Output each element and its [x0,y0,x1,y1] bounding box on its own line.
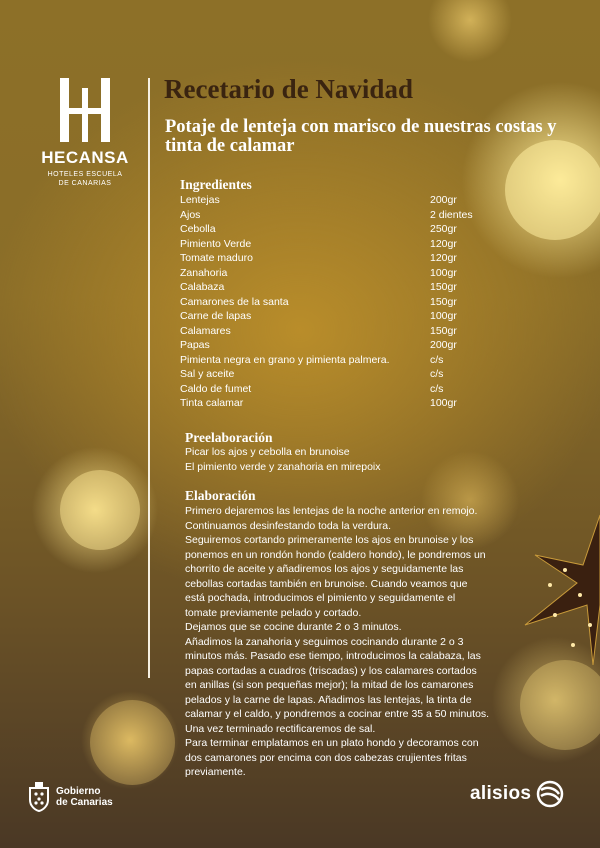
ingredient-row [180,193,480,208]
ingredient-row [180,324,480,339]
bokeh-light [90,700,175,785]
text-line: Continuamos desinfestando toda la verdura. [185,519,392,532]
ingredient-name: Lentejas [180,194,220,206]
ingredient-qty: 200gr [430,339,457,351]
ingredient-row [180,208,480,223]
text-line: Primero dejaremos las lentejas de la noche anterior en remojo. [185,505,478,517]
ingredient-row [180,280,480,295]
ingredient-name: Pimienta negra en grano y pimienta palmera. [180,353,390,366]
gobierno-line2: de Canarias [56,797,113,808]
alisios-swirl-icon [535,780,565,808]
elaboracion-heading: Elaboración [185,488,256,503]
ingredient-name: Tomate maduro [180,252,253,264]
recipe-title: Potaje de lenteja con marisco de nuestras costas y tinta de calamar [165,117,557,156]
ingredient-qty: c/s [430,353,444,366]
ingredient-row [180,222,480,237]
ingredient-row [180,382,480,397]
hecansa-h-icon [58,78,112,142]
ingredient-qty: 150gr [430,295,457,308]
text-line: minutos más. Pasado ese tiempo, introducimos la calabaza, las [185,650,481,662]
text-line: Dejamos que se cocine durante 2 o 3 minutos. [185,621,402,633]
ingredient-name: Calamares [180,324,231,337]
text-line: cebollas cortadas también en brunoise. Cuando veamos que [185,577,468,590]
text-line: calamar y el caldo, y pondremos a cocinar entre 35 a 50 minutos. [185,708,490,720]
text-line: tomate previamente pelado y cortado. [185,606,362,619]
ingredient-name: Calabaza [180,281,225,293]
text-line: Seguiremos cortando primeramente los ajos en brunoise y los [185,534,474,546]
ingredient-qty: 200gr [430,194,457,206]
preelaboracion-heading: Preelaboración [185,430,273,445]
gobierno-line1: Gobierno [56,786,101,797]
bokeh-light [60,470,140,550]
ingredient-qty: 2 dientes [430,208,473,221]
gobierno-canarias-logo [28,782,113,812]
text-line: papas cortadas a cuadros (triscadas) y los calamares cortados [185,664,477,677]
ingredient-row [180,367,480,382]
page-title: Recetario de Navidad [164,74,413,104]
ingredient-qty: 120gr [430,252,457,264]
ingredient-qty: 100gr [430,397,457,409]
ingredient-qty: 100gr [430,266,457,279]
text-line: en anillas (si son pequeñas mejor); la mitad de los camarones [185,679,474,691]
text-line: ponemos en un rondón hondo (caldero hondo), le pondremos un [185,548,486,561]
ingredient-name: Caldo de fumet [180,382,252,395]
star-ornament-icon [495,505,600,675]
ingredient-row [180,396,480,411]
preelaboracion-text [185,445,381,474]
ingredient-name: Cebolla [180,223,216,235]
text-line: está pochada, introducimos el pimiento y seguidamente el [185,592,456,604]
ingredient-row [180,338,480,353]
text-line: pelados y la carne de lapas. Añadimos las lentejas, la tinta de [185,693,472,706]
ingredient-name: Pimiento Verde [180,237,252,250]
ingredient-name: Ajos [180,208,201,221]
ingredient-qty: c/s [430,382,444,395]
ingredients-list [180,193,480,411]
brand-name: HECANSA [41,148,129,167]
ingredient-name: Sal y aceite [180,368,235,380]
coat-of-arms-icon [28,782,50,812]
text-line: Una vez terminado rectificaremos de sal. [185,722,376,735]
ingredient-name: Zanahoria [180,266,228,279]
text-line: Picar los ajos y cebolla en brunoise [185,446,350,458]
text-line: chorrito de aceite y añadiremos los ajos y seguidamente las [185,563,464,575]
text-line: Añadimos la zanahoria y seguimos cocinando durante 2 o 3 [185,635,464,648]
hecansa-logo [30,78,140,188]
ingredient-qty: 100gr [430,310,457,322]
ingredient-qty: c/s [430,368,444,380]
ingredient-qty: 250gr [430,223,457,235]
ingredient-qty: 150gr [430,281,457,293]
text-line: El pimiento verde y zanahoria en mirepoix [185,460,381,473]
ingredient-row [180,309,480,324]
elaboracion-text [185,504,489,780]
ingredient-row [180,353,480,368]
alisios-logo [470,780,565,808]
text-line: previamente. [185,766,246,778]
vertical-divider [148,78,150,678]
ingredient-name: Tinta calamar [180,397,244,409]
ingredient-row [180,251,480,266]
text-line: Para terminar emplatamos en un plato hondo y decoramos con [185,737,479,749]
ingredient-row [180,237,480,252]
alisios-wordmark: alisios [470,783,532,804]
ingredient-row [180,266,480,281]
ingredients-heading: Ingredientes [180,177,252,192]
ingredient-name: Papas [180,339,210,351]
ingredient-qty: 150gr [430,324,457,337]
ingredient-name: Camarones de la santa [180,295,289,308]
ingredient-name: Carne de lapas [180,310,252,322]
text-line: dos camarones por encima con dos cabezas crujientes fritas [185,751,467,764]
brand-tagline: HOTELES ESCUELA DE CANARIAS [47,171,123,187]
ingredient-row [180,295,480,310]
ingredient-qty: 120gr [430,237,457,250]
